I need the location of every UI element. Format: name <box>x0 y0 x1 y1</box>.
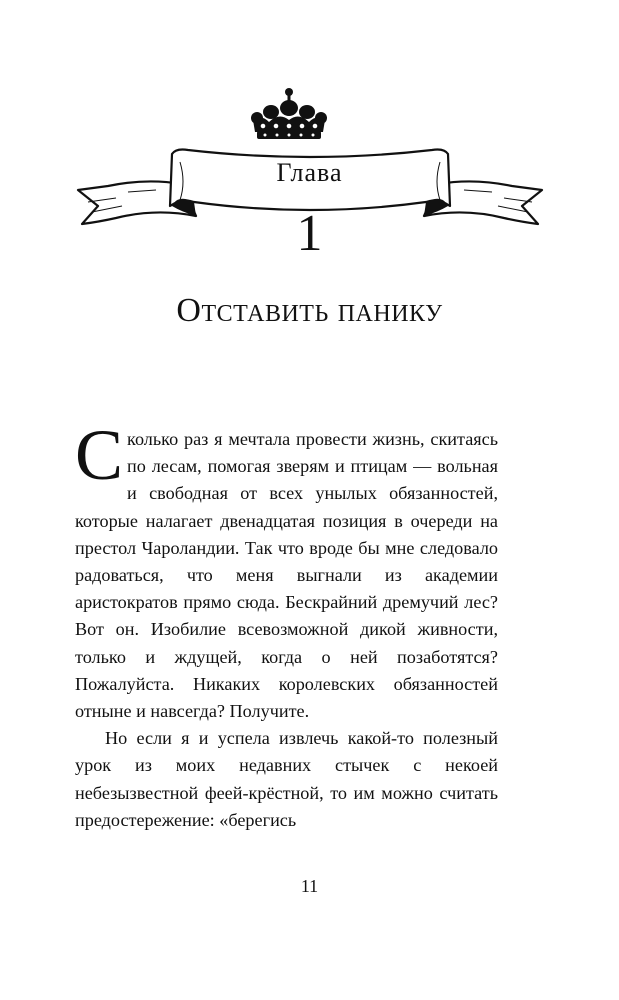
chapter-number: 1 <box>296 205 323 262</box>
chapter-title: Отставить панику <box>176 292 443 329</box>
chapter-label: Глава <box>276 158 343 187</box>
paragraph-1-text: колько раз я мечтала провести жизнь, скитаясь по лесам, помогая зверям и птицам — вольная и свободная от всех унылых обязанностей, которые налагает двенадцатая позиция в очереди на престол Чароландии. Так что вроде бы мне следовало радоваться, что меня выгнали из академии аристократов прямо сюда. Бескрайний дремучий лес? Вот он. Изобилие всевозможной дикой живности, только и ждущей, когда о ней позаботятся? Пожалуйста. Никаких королевских обязанностей отныне и навсегда? Получите. <box>75 429 498 722</box>
paragraph-2: Но если я и успела извлечь какой-то полезный урок из моих недавних стычек с некоей небезызвестной феей-крёстной, то им можно считать предостережение: «берегись <box>75 728 498 830</box>
paragraph-1 <box>75 415 498 725</box>
page-number: 11 <box>300 876 319 896</box>
crown-icon <box>249 86 329 142</box>
body-text <box>75 415 498 834</box>
drop-cap: С <box>75 415 124 495</box>
